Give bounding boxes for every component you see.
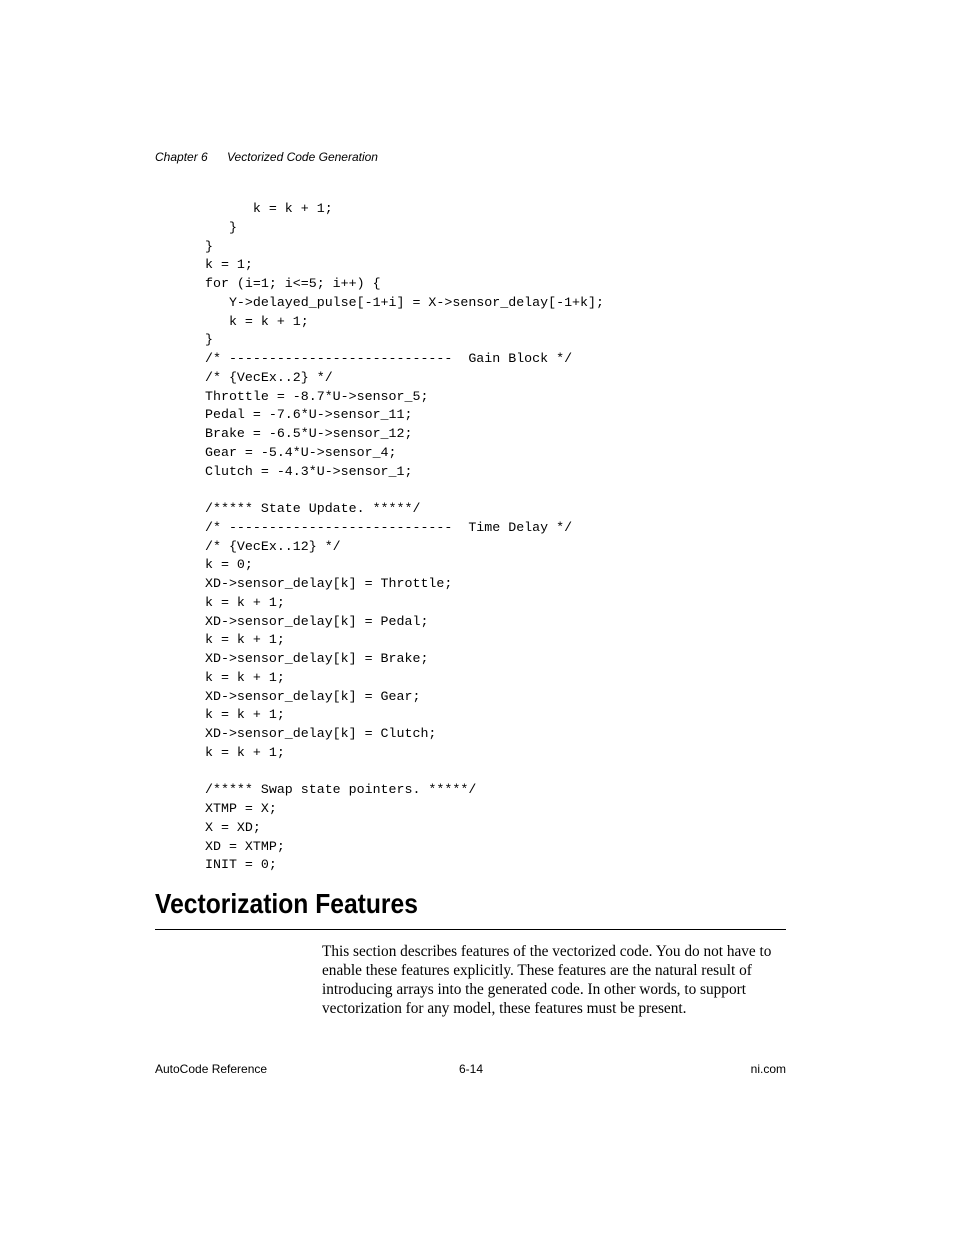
code-line: XD->sensor_delay[k] = Throttle; bbox=[205, 576, 453, 591]
code-line: k = k + 1; bbox=[205, 594, 285, 610]
code-line bbox=[205, 763, 604, 782]
code-line: } bbox=[205, 332, 213, 348]
code-line: } bbox=[205, 238, 213, 254]
running-header bbox=[155, 150, 378, 164]
code-line: XD->sensor_delay[k] = Clutch; bbox=[205, 726, 437, 741]
code-line: k = 0; bbox=[205, 557, 253, 573]
code-line: /* {VecEx..2} */ bbox=[205, 369, 333, 385]
chapter-number: Chapter 6 bbox=[155, 150, 208, 164]
footer-page-number: 6-14 bbox=[459, 1062, 484, 1076]
footer-website: ni.com bbox=[750, 1062, 786, 1076]
code-line: Throttle = -8.7*U->sensor_5; bbox=[205, 388, 429, 404]
code-line: Gear = -5.4*U->sensor_4; bbox=[205, 444, 397, 460]
code-line: /* {VecEx..12} */ bbox=[205, 538, 341, 554]
code-line: XD = XTMP; bbox=[205, 838, 285, 854]
code-line bbox=[205, 481, 604, 500]
code-line: /* ---------------------------- Time Delay */ bbox=[205, 519, 573, 535]
code-line: XD->sensor_delay[k] = Pedal; bbox=[205, 613, 429, 629]
code-line: Brake = -6.5*U->sensor_12; bbox=[205, 426, 413, 441]
code-line: for (i=1; i<=5; i++) { bbox=[205, 276, 381, 291]
section-paragraph: This section describes features of the vectorized code. You do not have to enable these features explicitly. These features are the natural result of introducing arrays into the generated code. In other words, to support vectorization for any model, these features must be present. bbox=[322, 943, 772, 1017]
code-line: XD->sensor_delay[k] = Gear; bbox=[205, 688, 421, 704]
code-line: XTMP = X; bbox=[205, 801, 277, 816]
code-line: Pedal = -7.6*U->sensor_11; bbox=[205, 407, 413, 423]
code-line: INIT = 0; bbox=[205, 857, 277, 873]
code-line: /* ---------------------------- Gain Block */ bbox=[205, 351, 573, 366]
heading-rule bbox=[155, 929, 786, 930]
code-line: k = k + 1; bbox=[205, 669, 285, 685]
code-line: k = k + 1; bbox=[205, 201, 333, 216]
code-line: k = k + 1; bbox=[205, 313, 309, 329]
footer-manual-title: AutoCode Reference bbox=[155, 1062, 268, 1076]
section-heading: Vectorization Features bbox=[155, 888, 418, 919]
code-line: Clutch = -4.3*U->sensor_1; bbox=[205, 463, 413, 479]
code-line: Y->delayed_pulse[-1+i] = X->sensor_delay[-1+k]; bbox=[205, 294, 604, 310]
code-line: /***** State Update. *****/ bbox=[205, 501, 421, 516]
code-line: } bbox=[205, 219, 237, 235]
code-line: k = k + 1; bbox=[205, 744, 285, 760]
code-listing bbox=[205, 200, 604, 875]
code-line: /***** Swap state pointers. *****/ bbox=[205, 782, 477, 798]
chapter-title: Vectorized Code Generation bbox=[227, 150, 378, 164]
code-line: k = k + 1; bbox=[205, 707, 285, 723]
code-line: k = 1; bbox=[205, 257, 253, 273]
code-line: k = k + 1; bbox=[205, 632, 285, 648]
code-line: XD->sensor_delay[k] = Brake; bbox=[205, 651, 429, 666]
code-line: X = XD; bbox=[205, 819, 261, 835]
